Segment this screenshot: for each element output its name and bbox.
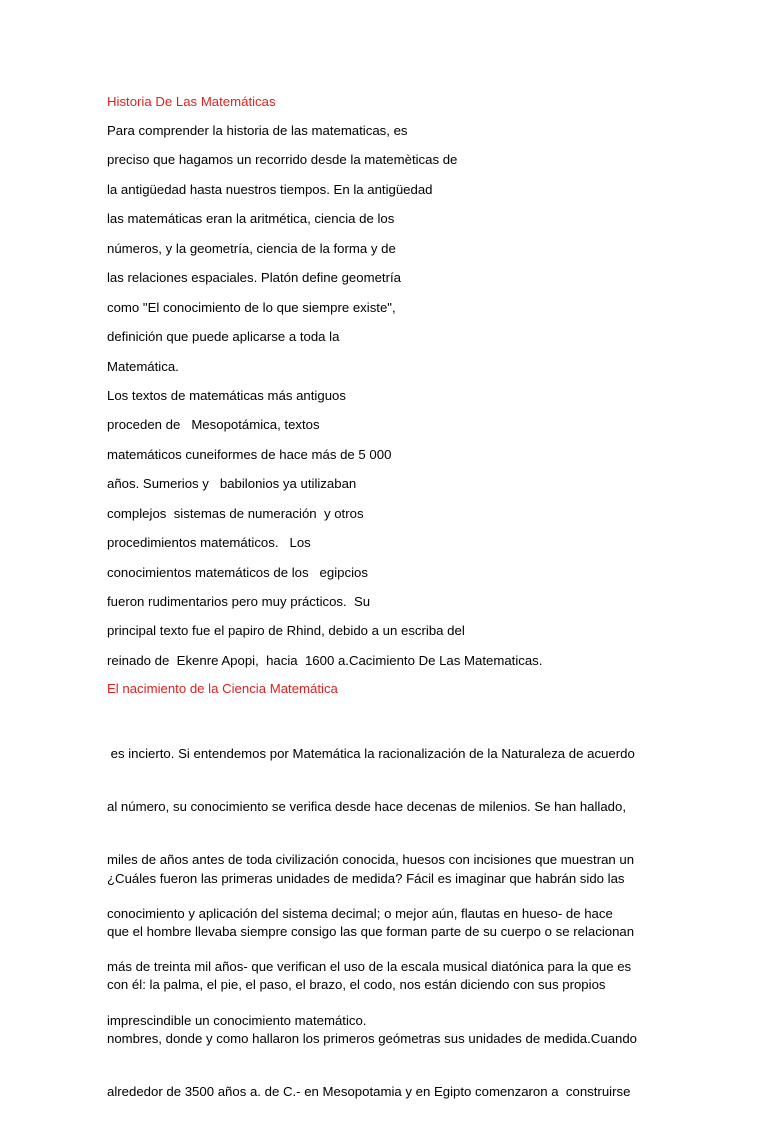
intro-line: Para comprender la historia de las matematicas, es: [107, 123, 408, 138]
intro-line: procedimientos matemáticos. Los: [107, 535, 311, 551]
paragraph-line: conocimiento y aplicación del sistema decimal; o mejor aún, flautas en hueso- de hace: [107, 905, 613, 921]
intro-line: proceden de Mesopotámica, textos: [107, 417, 320, 433]
paragraph-line: miles de años antes de toda civilización conocida, huesos con incisiones que muestran un: [107, 852, 635, 868]
intro-line: como "El conocimiento de lo que siempre existe",: [107, 299, 396, 315]
intro-line: las matemáticas eran la aritmética, ciencia de los: [107, 211, 395, 227]
intro-line: conocimientos matemáticos de los egipcios: [107, 564, 368, 580]
paragraph-line: con él: la palma, el pie, el paso, el brazo, el codo, nos están diciendo con sus propios: [107, 977, 606, 993]
paragraph-line: imprescindible un conocimiento matemático.: [107, 1012, 367, 1028]
paragraph-line: más de treinta mil años- que verifican el uso de la escala musical diatónica para la que es: [107, 959, 632, 975]
paragraph-line: que el hombre llevaba siempre consigo las que forman parte de su cuerpo o se relacionan: [107, 923, 635, 939]
intro-line: las relaciones espaciales. Platón define geometría: [107, 270, 401, 286]
intro-line: preciso que hagamos un recorrido desde la matemèticas de: [107, 152, 458, 168]
paragraph-line: es incierto. Si entendemos por Matemática la racionalización de la Naturaleza de acuerdo: [107, 745, 635, 761]
intro-line: reinado de Ekenre Apopi, hacia 1600 a.Cacimiento De Las Matematicas.: [107, 652, 543, 668]
paragraph-unidades-medida: [107, 834, 667, 1137]
intro-line: matemáticos cuneiformes de hace más de 5 000: [107, 446, 392, 462]
intro-line: complejos sistemas de numeración y otros: [107, 505, 364, 521]
intro-line: números, y la geometría, ciencia de la forma y de: [107, 240, 396, 256]
document-page: [107, 0, 667, 1100]
paragraph-line: alrededor de 3500 años a. de C.- en Mesopotamia y en Egipto comenzaron a construirse: [107, 1084, 631, 1100]
paragraph-line: ¿Cuáles fueron las primeras unidades de medida? Fácil es imaginar que habrán sido las: [107, 870, 625, 886]
intro-line: definición que puede aplicarse a toda la: [107, 329, 340, 345]
intro-line: años. Sumerios y babilonios ya utilizaban: [107, 476, 357, 492]
intro-line: Los textos de matemáticas más antiguos: [107, 387, 346, 403]
intro-line: principal texto fue el papiro de Rhind, debido a un escriba del: [107, 623, 465, 639]
intro-line: la antigüedad hasta nuestros tiempos. En la antigüedad: [107, 181, 433, 197]
paragraph-line: al número, su conocimiento se verifica desde hace decenas de milenios. Se han hallado,: [107, 798, 627, 814]
heading-historia: Historia De Las Matemáticas: [107, 94, 276, 109]
intro-text-block: [107, 122, 667, 681]
heading-nacimiento: El nacimiento de la Ciencia Matemática: [107, 681, 338, 696]
intro-line: fueron rudimentarios pero muy prácticos. Su: [107, 594, 371, 609]
paragraph-line: nombres, donde y como hallaron los primeros geómetras sus unidades de medida.Cuando: [107, 1030, 637, 1046]
intro-line: Matemática.: [107, 358, 179, 374]
